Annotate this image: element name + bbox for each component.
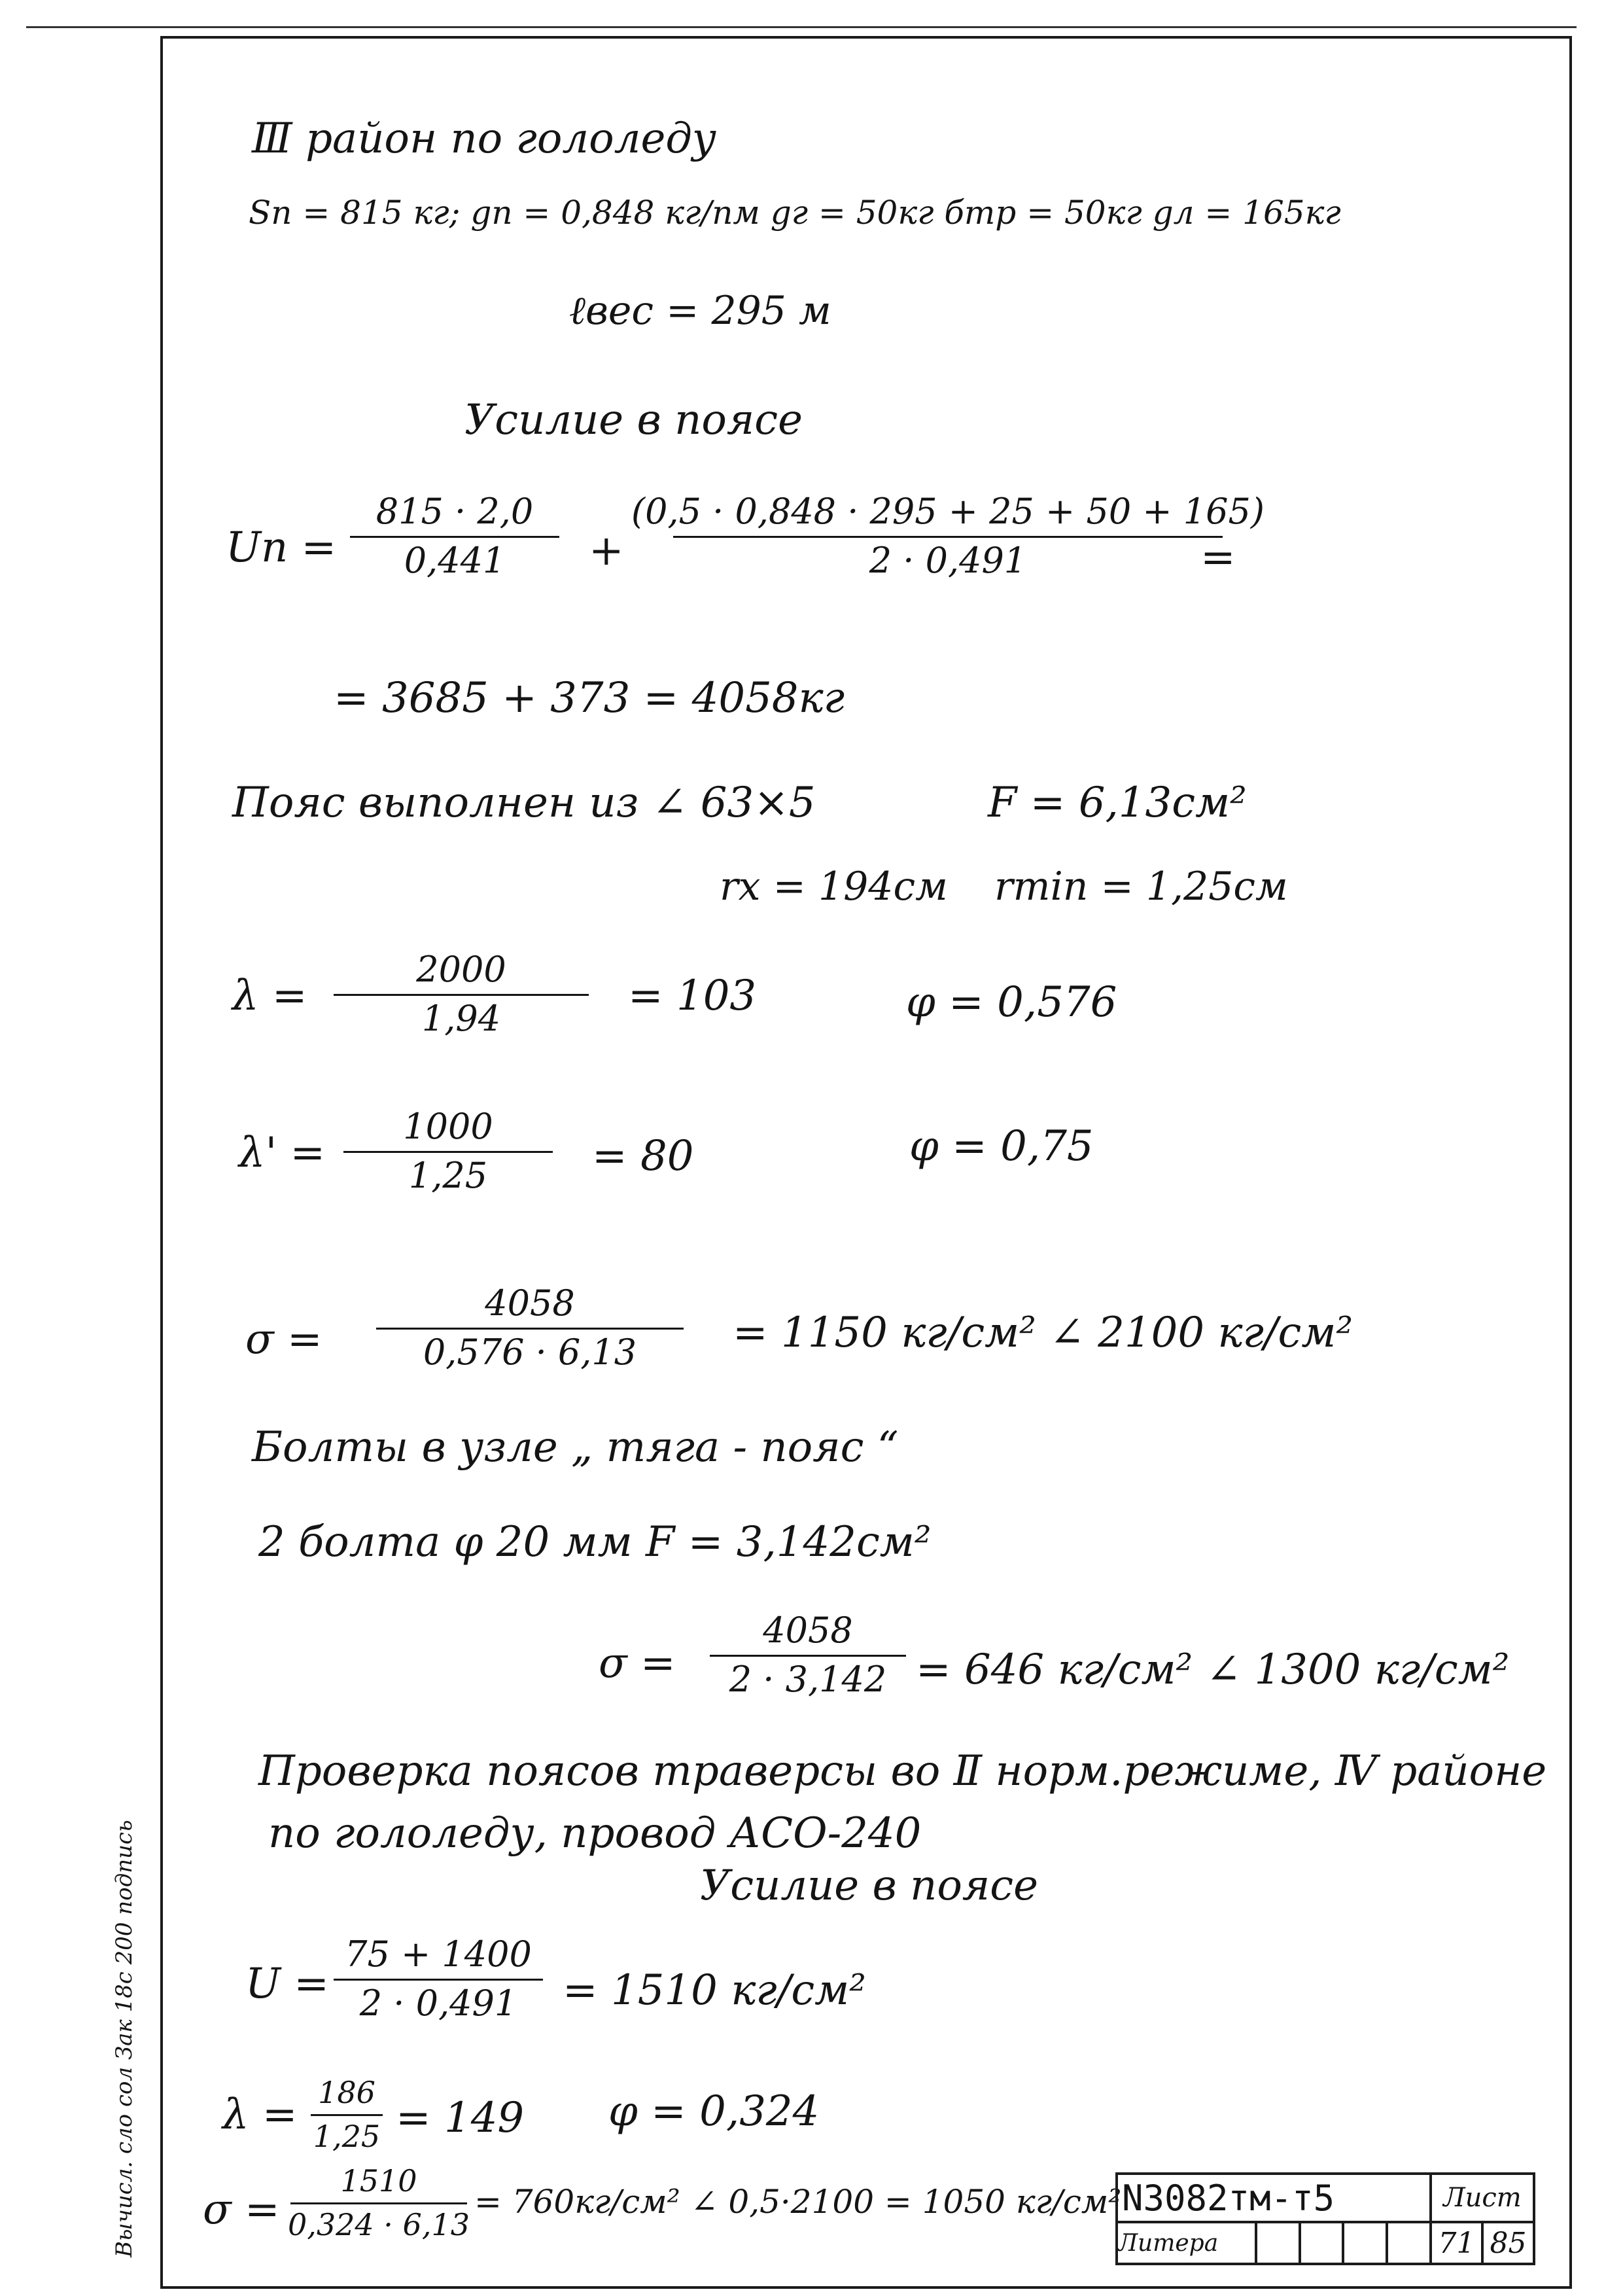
fraction-bar	[710, 1655, 906, 1657]
fraction-bar	[334, 1979, 543, 1981]
fraction-bar	[350, 536, 559, 538]
sigma-lhs: σ =	[245, 1315, 323, 1364]
check-line-1: Проверка поясов траверсы во Ⅱ норм.режиме, Ⅳ районе	[258, 1747, 1547, 1795]
litera-cell	[1256, 2222, 1300, 2264]
un-fraction-1-num: 815 · 2,0	[375, 491, 534, 532]
sheet-total: 85	[1482, 2222, 1534, 2264]
litera-label: Литера	[1117, 2222, 1256, 2264]
fraction-bar	[290, 2202, 467, 2204]
lambda3-lhs: λ =	[222, 2091, 298, 2139]
u-result: = 1510 кг/см²	[563, 1966, 866, 2015]
lambda2-result: = 80	[592, 1132, 694, 1180]
heading-force: Усилие в поясе	[464, 396, 803, 444]
un-fraction-1-den: 0,441	[404, 540, 506, 581]
lambda3-num: 186	[318, 2075, 375, 2110]
sigma-fraction	[376, 1282, 684, 1373]
un-fraction-1	[350, 491, 559, 581]
lambda-fraction	[334, 949, 589, 1039]
lambda3-fraction	[311, 2075, 383, 2154]
u-num: 75 + 1400	[345, 1934, 532, 1975]
bolts-spec: 2 болта φ 20 мм F = 3,142см²	[258, 1518, 932, 1566]
sheet-label: Лист	[1431, 2174, 1534, 2222]
params-line: Sп = 815 кг; gп = 0,848 кг/пм gг = 50кг бтр = 50кг gл = 165кг	[249, 194, 1341, 232]
un-fraction-2	[631, 491, 1265, 582]
un-result: = 3685 + 373 = 4058кг	[334, 674, 845, 722]
un-fraction-2-den: 2 · 0,491	[869, 540, 1027, 581]
drawing-code: N3082тм-т5	[1117, 2174, 1431, 2222]
sigma2-num: 4058	[763, 1610, 853, 1651]
litera-cell	[1387, 2222, 1431, 2264]
phi-3: φ = 0,324	[608, 2087, 820, 2136]
sigma-num: 4058	[485, 1282, 575, 1324]
sigma3-num: 1510	[340, 2163, 417, 2199]
heading-force-2: Усилие в поясе	[700, 1862, 1038, 1910]
bolts-heading: Болты в узле „ тяга - пояс “	[252, 1423, 899, 1472]
lambda2-den: 1,25	[408, 1155, 488, 1196]
sigma3-result: = 760кг/см² ∠ 0,5·2100 = 1050 кг/см²	[474, 2183, 1122, 2221]
litera-cell	[1343, 2222, 1387, 2264]
fraction-bar	[673, 536, 1223, 538]
sigma2-lhs: σ =	[599, 1639, 676, 1687]
title: Ⅲ район по гололеду	[252, 115, 716, 163]
u-den: 2 · 0,491	[359, 1983, 517, 2024]
belt-profile: Пояс выполнен из ∠ 63×5	[232, 779, 816, 827]
belt-area: F = 6,13см²	[988, 779, 1247, 827]
u-lhs: U =	[245, 1960, 329, 2008]
phi-1: φ = 0,576	[906, 978, 1117, 1027]
sigma3-lhs: σ =	[203, 2185, 280, 2234]
equals-sign: =	[1200, 533, 1236, 582]
span-length: ℓвес = 295 м	[569, 288, 831, 334]
margin-note: Вычисл. сло сол Зак 18с 200 подпись	[111, 1820, 137, 2257]
lambda2-lhs: λ' =	[239, 1129, 326, 1177]
top-edge-line	[26, 26, 1577, 28]
lambda3-den: 1,25	[313, 2119, 381, 2154]
u-fraction	[334, 1934, 543, 2024]
un-fraction-2-num: (0,5 · 0,848 · 295 + 25 + 50 + 165)	[631, 491, 1265, 532]
sigma2-result: = 646 кг/см² ∠ 1300 кг/см²	[916, 1646, 1510, 1694]
sigma2-fraction	[710, 1610, 906, 1700]
fraction-bar	[334, 994, 589, 996]
lambda2-fraction	[343, 1106, 553, 1196]
sigma-result: = 1150 кг/см² ∠ 2100 кг/см²	[733, 1309, 1353, 1357]
lambda2-num: 1000	[403, 1106, 493, 1147]
radius-x: rx = 194см	[720, 864, 948, 910]
sigma3-fraction	[288, 2163, 470, 2242]
lambda-den: 1,94	[421, 998, 501, 1039]
sigma-den: 0,576 · 6,13	[423, 1332, 637, 1373]
phi-2: φ = 0,75	[909, 1122, 1094, 1171]
title-block	[1115, 2172, 1535, 2265]
sigma2-den: 2 · 3,142	[729, 1659, 887, 1700]
sheet-number: 71	[1431, 2222, 1482, 2264]
check-line-2: по гололеду, провод АСО-240	[268, 1809, 922, 1858]
lambda3-result: = 149	[396, 2094, 525, 2142]
fraction-bar	[311, 2114, 383, 2116]
un-lhs: Uп =	[226, 523, 337, 572]
lambda-lhs: λ =	[232, 972, 307, 1020]
sigma3-den: 0,324 · 6,13	[288, 2207, 470, 2242]
lambda-result: = 103	[628, 972, 757, 1020]
radius-min: rmin = 1,25см	[994, 864, 1288, 910]
litera-cell	[1300, 2222, 1344, 2264]
fraction-bar	[376, 1328, 684, 1330]
lambda-num: 2000	[416, 949, 506, 990]
plus-sign: +	[589, 527, 624, 575]
fraction-bar	[343, 1151, 553, 1153]
